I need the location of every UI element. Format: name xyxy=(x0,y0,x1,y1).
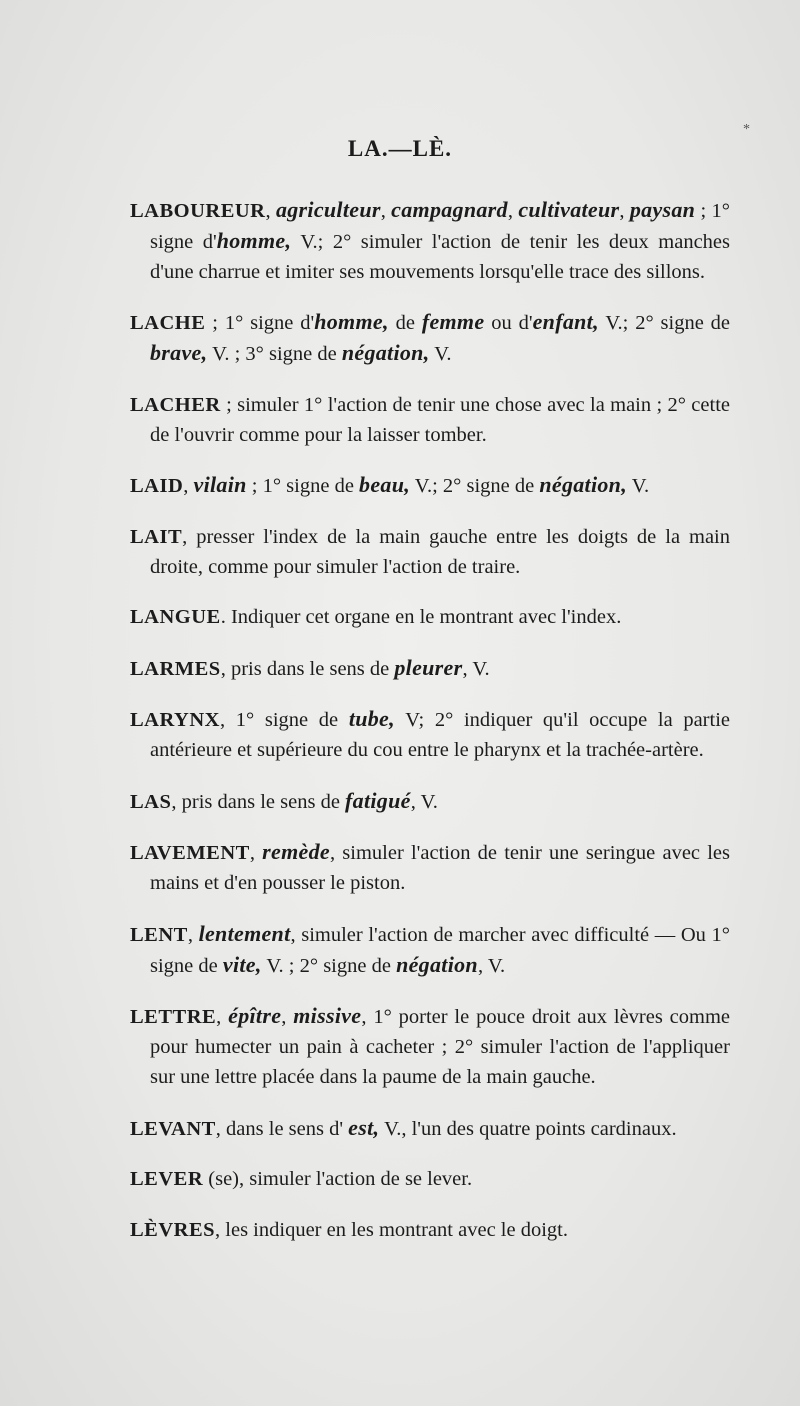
headword: LARMES xyxy=(130,657,221,680)
headword: LÈVRES xyxy=(130,1218,216,1241)
definition-text: ou d' xyxy=(484,312,533,334)
synonym: femme xyxy=(421,309,485,334)
headword: LETTRE xyxy=(130,1006,217,1028)
dictionary-entries xyxy=(130,174,730,1252)
synonym: homme, xyxy=(216,227,292,253)
definition-text: , xyxy=(619,199,630,222)
definition-text: V., l'un des quatre points cardinaux. xyxy=(379,1117,677,1140)
definition-text: , xyxy=(281,1006,294,1028)
entry-lacher xyxy=(130,390,730,450)
definition-text: ; 1° signe d' xyxy=(205,312,315,334)
definition-text: (se), simuler l'action de se lever. xyxy=(203,1168,473,1190)
entry-lait xyxy=(130,522,730,582)
definition-text: V.; 2° signe de xyxy=(598,312,730,334)
entry-lever xyxy=(130,1164,730,1194)
definition-text: ; 1° signe d' xyxy=(150,199,731,253)
page-header: LA.—LÈ. xyxy=(347,136,453,161)
definition-text: V. xyxy=(429,343,452,365)
synonym: négation, xyxy=(539,472,628,497)
definition-text: V. ; 3° signe de xyxy=(207,343,342,365)
definition-text: , xyxy=(216,1006,229,1028)
definition-text: , xyxy=(507,199,519,222)
synonym: vilain xyxy=(193,472,247,497)
headword: LAIT xyxy=(130,525,183,548)
synonym: agriculteur xyxy=(275,196,381,222)
definition-text: , xyxy=(380,199,392,222)
entry-levres xyxy=(130,1215,730,1245)
synonym: homme, xyxy=(314,309,389,334)
synonym: campagnard xyxy=(391,196,508,222)
headword: LANGUE xyxy=(130,606,221,628)
entry-las xyxy=(130,786,730,817)
entry-lettre xyxy=(130,1001,730,1092)
definition-text: de xyxy=(388,312,422,334)
synonym: missive xyxy=(293,1003,362,1028)
stray-mark: * xyxy=(743,122,750,137)
definition-text: , pris dans le sens de xyxy=(171,790,346,813)
definition-text: V. ; 2° signe de xyxy=(261,954,397,977)
entry-larynx xyxy=(130,704,730,765)
definition-text: V; 2° indiquer qu'il occupe la partie antérieure et supérieure du cou entre le pharynx et la trachée-artère. xyxy=(150,709,730,761)
definition-text: , xyxy=(265,199,276,222)
synonym: brave, xyxy=(150,340,208,365)
entry-laboureur xyxy=(130,195,730,287)
entry-larmes xyxy=(130,653,730,684)
definition-text: , dans le sens d' xyxy=(215,1117,349,1140)
definition-text: , xyxy=(249,842,263,864)
entry-lache xyxy=(130,307,730,369)
synonym: beau, xyxy=(359,472,411,497)
synonym: fatigué xyxy=(345,787,411,813)
headword: LARYNX xyxy=(130,709,220,731)
definition-text: ; 1° signe de xyxy=(246,475,360,497)
definition-text: , V. xyxy=(410,790,438,813)
synonym: négation, xyxy=(341,340,430,365)
synonym: pleurer xyxy=(394,654,463,680)
synonym: remède xyxy=(262,839,330,864)
synonym: cultivateur xyxy=(518,196,620,222)
definition-text: , pris dans le sens de xyxy=(220,657,395,680)
synonym: vite, xyxy=(222,951,262,977)
synonym: enfant, xyxy=(532,309,599,334)
definition-text: , les indiquer en les montrant avec le doigt. xyxy=(215,1218,568,1241)
definition-text: V.; 2° simuler l'action de tenir les deux manches d'une charrue et imiter ses mouvements lorsqu'elle trace des sillons. xyxy=(150,230,730,283)
definition-text: , xyxy=(183,475,194,497)
headword: LENT xyxy=(130,923,188,946)
headword: LACHE xyxy=(130,312,206,334)
definition-text: ; simuler 1° l'action de tenir une chose avec la main ; 2° cette de l'ouvrir comme pour la laisser tomber. xyxy=(150,393,730,446)
synonym: épître xyxy=(228,1003,282,1028)
headword: LACHER xyxy=(130,393,221,416)
headword: LEVER xyxy=(130,1168,204,1190)
headword: LABOUREUR xyxy=(130,199,266,222)
definition-text: . Indiquer cet organe en le montrant avec l'index. xyxy=(220,606,622,628)
definition-text: V. xyxy=(627,475,650,497)
synonym: est, xyxy=(348,1114,380,1140)
definition-text: V.; 2° signe de xyxy=(410,475,540,497)
definition-text: , presser l'index de la main gauche entre les doigts de la main droite, comme pour simuler l'action de traire. xyxy=(150,525,730,578)
definition-text: , xyxy=(187,923,199,946)
synonym: lentement xyxy=(198,920,291,946)
entry-langue xyxy=(130,602,730,632)
definition-text: , 1° signe de xyxy=(219,709,349,731)
synonym: paysan xyxy=(629,196,696,222)
headword: LAVEMENT xyxy=(130,842,250,864)
definition-text: , V. xyxy=(462,657,490,680)
entry-laid xyxy=(130,470,730,501)
definition-text: , 1° porter le pouce droit aux lèvres comme pour humecter un pain à cacheter ; 2° simuler l'action de l'appliquer sur une lettre placée dans la paume de la main gauche. xyxy=(150,1006,731,1088)
definition-text: , V. xyxy=(477,954,506,977)
entry-lent xyxy=(130,919,730,981)
definition-text: , simuler l'action de tenir une seringue avec les mains et d'en pousser le piston. xyxy=(150,842,731,894)
headword: LEVANT xyxy=(130,1117,216,1140)
synonym: négation xyxy=(396,951,478,977)
headword: LAS xyxy=(130,790,172,813)
entry-levant xyxy=(130,1113,730,1144)
synonym: tube, xyxy=(348,706,395,731)
entry-lavement xyxy=(130,837,730,898)
headword: LAID xyxy=(130,475,184,497)
definition-text: , simuler l'action de marcher avec difficulté — Ou 1° signe de xyxy=(150,923,730,977)
